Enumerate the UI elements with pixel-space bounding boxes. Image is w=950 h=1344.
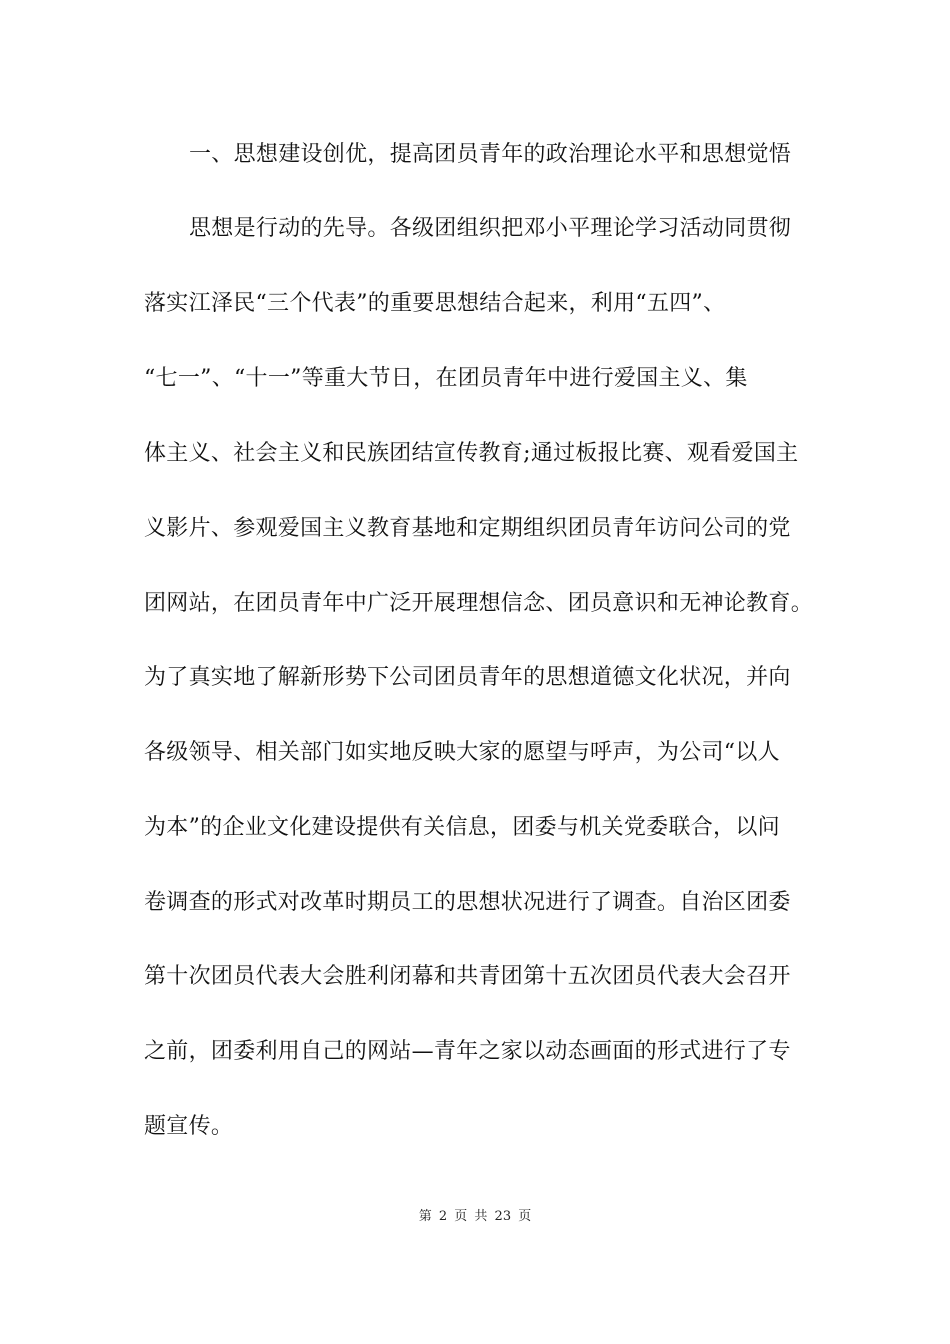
paragraph-line: “七一”、“十一”等重大节日，在团员青年中进行爱国主义、集 bbox=[144, 366, 748, 391]
paragraph-line: 体主义、社会主义和民族团结宣传教育;通过板报比赛、观看爱国主 bbox=[144, 441, 799, 466]
paragraph-line: 之前，团委利用自己的网站—青年之家以动态画面的形式进行了专 bbox=[144, 1039, 791, 1064]
paragraph-line: 思想是行动的先导。各级团组织把邓小平理论学习活动同贯彻 bbox=[189, 216, 792, 241]
paragraph-line: 卷调查的形式对改革时期员工的思想状况进行了调查。自治区团委 bbox=[144, 890, 791, 915]
paragraph-line: 为了真实地了解新形势下公司团员青年的思想道德文化状况，并向 bbox=[144, 665, 791, 690]
paragraph-line: 团网站，在团员青年中广泛开展理想信念、团员意识和无神论教育。 bbox=[144, 591, 814, 616]
paragraph-line: 各级领导、相关部门如实地反映大家的愿望与呼声，为公司“以人 bbox=[144, 740, 780, 765]
paragraph-line: 题宣传。 bbox=[144, 1114, 234, 1139]
page-number-footer: 第 2 页 共 23 页 bbox=[418, 1209, 532, 1224]
paragraph-line: 为本”的企业文化建设提供有关信息，团委与机关党委联合，以问 bbox=[144, 815, 780, 840]
section-heading: 一、思想建设创优，提高团员青年的政治理论水平和思想觉悟 bbox=[189, 142, 792, 167]
paragraph-line: 义影片、参观爱国主义教育基地和定期组织团员青年访问公司的党 bbox=[144, 516, 791, 541]
paragraph-line: 第十次团员代表大会胜利闭幕和共青团第十五次团员代表大会召开 bbox=[144, 964, 791, 989]
paragraph-line: 落实江泽民“三个代表”的重要思想结合起来，利用“五四”、 bbox=[144, 291, 726, 316]
